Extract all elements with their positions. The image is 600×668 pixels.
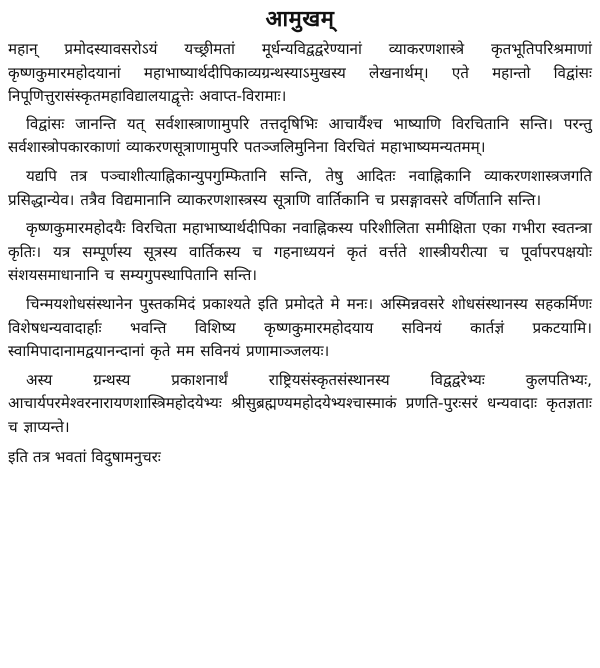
paragraph-2: विद्वांसः जानन्ति यत् सर्वशास्त्राणामुपरि तत्तदृषिभिः आचार्यैश्च भाष्याणि विरचितानि सन्ति। परन्तु सर्वशास्त्रोपकारकाणां व्याकरणसूत्राणामुपरि पतञ्जलिमुनिना विरचितं महाभाष्यमन्यतमम्। xyxy=(8,114,592,157)
closing-line: इति तत्र भवतां विदुषामनुचरः xyxy=(8,447,161,466)
paragraph-1: महान् प्रमोदस्यावसरोऽयं यच्छ्रीमतां मूर्धन्यविद्वद्वरेण्यानां व्याकरणशास्त्रे कृतभूतिपरिश्रमाणां कृष्णकुमारमहोदयानां महाभाष्यार्थदीपिकाव्यग्रन्थस्याऽमुखस्य लेखनार्थम्। एते महान्तो विद्वांसः निपूणित्तुरासंस्कृतमहाविद्यालयाद्वृत्तेः अवाप्त-विरामाः। xyxy=(8,40,592,106)
paragraph-6: अस्य ग्रन्थस्य प्रकाशनार्थं राष्ट्रियसंस्कृतसंस्थानस्य विद्वद्वरेभ्यः कुलपतिभ्यः, आचार्यपरमेश्वरनारायणशास्त्रिमहोदयेभ्यः श्रीसुब्रह्मण्यमहोदयेभ्यश्चास्माकं प्रणति-पुरःसरं धन्यवादाः कृतज्ञताः च ज्ञाप्यन्ते। xyxy=(8,370,592,436)
document-title: आमुखम् xyxy=(265,7,335,32)
paragraph-5: चिन्मयशोधसंस्थानेन पुस्तकमिदं प्रकाश्यते इति प्रमोदते मे मनः। अस्मिन्नवसरे शोधसंस्थानस्य सहकर्मिणः विशेषधन्यवादार्हाः भवन्ति विशिष्य कृष्णकुमारमहोदयाय सविनयं कार्तज्ञं प्रकटयामि। स्वामिपादानामद्वयानन्दानां कृते मम सविनयं प्रणामाञ्जलयः। xyxy=(8,294,592,361)
paragraph-3: यद्यपि तत्र पञ्चाशीत्याह्निकान्युपगुम्फितानि सन्ति, तेषु आदितः नवाह्निकानि व्याकरणशास्त्रजगति प्रसिद्धान्येव। तत्रैव विद्यमानानि व्याकरणशास्त्रस्य सूत्राणि वार्तिकानि च प्रसङ्गावसरे वर्णितानि सन्ति। xyxy=(8,166,592,209)
paragraph-4: कृष्णकुमारमहोदयैः विरचिता महाभाष्यार्थदीपिका नवाह्निकस्य परिशीलिता समीक्षिता एका गभीरा स्वतन्त्रा कृतिः। यत्र सम्पूर्णस्य सूत्रस्य वार्तिकस्य च गहनाध्ययनं कृतं वर्त्तते शास्त्रीयरीत्या च पूर्वापरपक्षयोः संशयसमाधानानि च सम्यगुपस्थापितानि सन्ति। xyxy=(8,219,592,285)
